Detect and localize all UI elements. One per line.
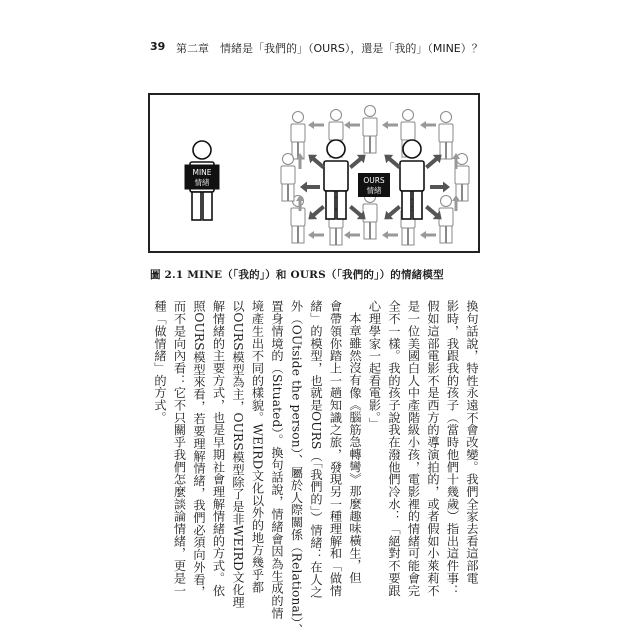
figure-illustration: [150, 95, 478, 251]
text-line: 緒」的模型，也就是OURS（「我們的」）情緒：在人之: [309, 300, 323, 598]
figure-emotion-models: [148, 93, 480, 253]
page-number: 39: [150, 40, 166, 53]
text-line: 置身情境的（Situated）。換句話說，情緒會因為生成的情: [270, 300, 284, 619]
text-line: 種「做情緒」的方式。: [153, 300, 167, 424]
body-text: [148, 300, 480, 636]
ours-sub-label: 情緒: [366, 186, 382, 195]
text-line: 解情緒的主要方式，也是早期社會理解情緒的方式。依: [211, 300, 226, 597]
text-line: 照OURS模型來看，若要理解情緒，我們必須向外看，: [192, 300, 206, 598]
text-line: 以OURS模型為主，OURS模型除了是非WEIRD文化理: [231, 300, 245, 608]
figure-caption: 圖 2.1 MINE（「我的」）和 OURS（「我們的」）的情緒模型: [150, 269, 444, 281]
text-line: 會帶領你踏上一趟知識之旅，發現另一種理解和「做情: [328, 300, 343, 597]
mine-label: MINE: [192, 168, 212, 177]
text-line: 本章雖然沒有像《腦筋急轉彎》那麼趣味橫生，但: [348, 312, 362, 584]
running-head: [150, 40, 530, 58]
text-line: 而不是向內看：它不只關乎我們怎麼談論情緒，更是一: [172, 300, 187, 597]
text-line: 假如這部電影不是西方的導演拍的，或者假如小萊莉不: [426, 300, 440, 597]
mine-sub-label: 情緒: [194, 178, 210, 187]
text-line: 影時，我跟我的孩子（當時他們十幾歲）指出這件事：: [445, 300, 460, 597]
ours-label: OURS: [363, 176, 385, 185]
text-line: 換句話說，特性永遠不會改變。我們全家去看這部電: [465, 300, 479, 585]
text-line: 是一位美國白人中產階級小孩，電影裡的情緒可能會完: [406, 300, 421, 597]
text-line: 全不一樣。我的孩子說我在潑他們冷水：「絕對不要跟: [387, 300, 401, 597]
text-line: 境產生出不同的樣貌。WEIRD文化以外的地方幾乎都: [250, 300, 265, 593]
text-line: 外（OUtside the person）、屬於人際關係（Relational）、: [289, 300, 304, 636]
text-line: 心理學家一起看電影。」: [367, 300, 382, 430]
chapter-title: 第二章 情緒是「我們的」（OURS），還是「我的」（MINE）？: [176, 42, 483, 55]
